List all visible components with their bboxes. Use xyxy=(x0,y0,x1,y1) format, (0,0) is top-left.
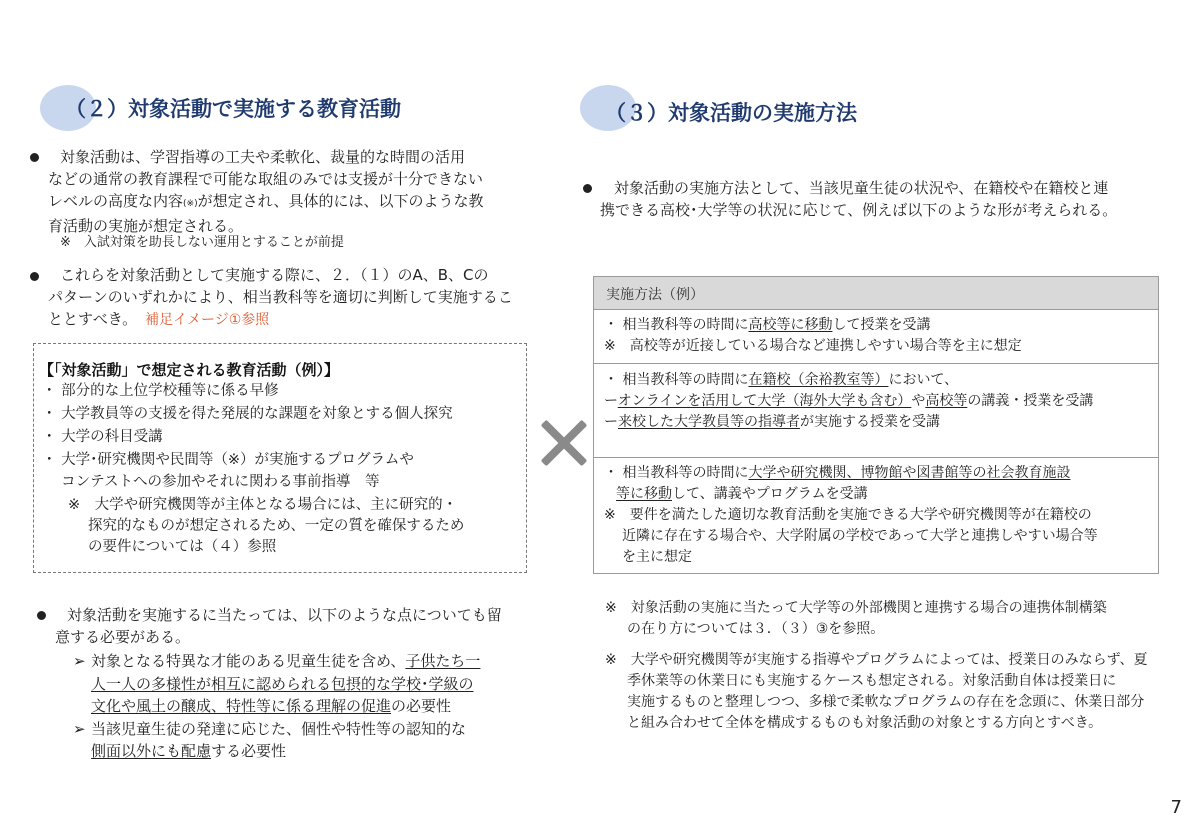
page-number: 7 xyxy=(1170,797,1182,818)
left-paragraph-1: 対象活動は、学習指導の工夫や柔軟化、裁量的な時間の活用 などの通常の教育課程で可能な取組のみでは支援が十分できない レベルの高度な内容(※)が想定され、具体的には、以下のような教 育活動の実施が想定される。 xyxy=(48,148,484,235)
arrow-bullet-icon: ➢ xyxy=(73,652,86,670)
right-note-2: ※ 大学や研究機関等が実施する指導やプログラムによっては、授業日のみならず、夏 季休業等の休業日にも実施するケースも想定される。対象活動自体は授業日に 実施するものと整理しつつ、多様で柔軟なプログラムの存在を念頭に、休業日部分 と組み合わせて全体を構成するものも対象活動の対象とする方向とすべき。 xyxy=(605,652,1148,731)
right-note-1: ※ 対象活動の実施に当たって大学等の外部機関と連携する場合の連携体制構築 の在り方については３．（３）③を参照。 xyxy=(605,600,1107,637)
cross-icon xyxy=(537,416,591,470)
row-divider xyxy=(594,457,1158,458)
table-row: ・ 相当教科等の時間に高校等に移動して授業を受講 ※ 高校等が近接している場合など連携しやすい場合等を主に想定 xyxy=(604,317,1022,354)
list-item: ・ 大学教員等の支援を得た発展的な課題を対象とする個人探究 xyxy=(42,406,453,422)
left-paragraph-1-note: ※ 入試対策を助長しない運用とすることが前提 xyxy=(60,235,344,250)
left-paragraph-2: これらを対象活動として実施する際に、２．（１）のA、B、Cの パターンのいずれかにより、相当教科等を適切に判断して実施するこ ととすべき。 補足イメージ①参照 xyxy=(48,266,513,328)
table-header: 実施方法（例） xyxy=(594,277,1158,310)
list-item: ・ 大学の科目受講 xyxy=(42,429,163,445)
bullet-icon xyxy=(583,184,592,193)
bullet-icon xyxy=(30,153,39,162)
table-row: ・ 相当教科等の時間に大学や研究機関、博物館や図書館等の社会教育施設 等に移動して、講義やプログラムを受講 ※ 要件を満たした適切な教育活動を実施できる大学や研究機関等が在籍校の 近隣に存在する場合や、大学附属の学校であって大学と連携しやすい場合等 を主に想定 xyxy=(604,465,1098,565)
bullet-icon xyxy=(37,611,46,620)
left-paragraph-3: 対象活動を実施するに当たっては、以下のような点についても留 意する必要がある。 xyxy=(55,606,502,646)
bullet-icon xyxy=(30,272,39,281)
supplement-image-link[interactable]: 補足イメージ①参照 xyxy=(145,312,270,328)
arrow-bullet-icon: ➢ xyxy=(73,719,86,738)
list-item: コンテストへの参加やそれに関わる事前指導 等 xyxy=(42,474,380,490)
right-paragraph-1: 対象活動の実施方法として、当該児童生徒の状況や、在籍校や在籍校と連 携できる高校･大学等の状況に応じて、例えば以下のような形が考えられる。 xyxy=(600,179,1118,219)
example-box-title: 【「対象活動」で想定される教育活動（例）】 xyxy=(39,361,340,379)
table-row: ・ 相当教科等の時間に在籍校（余裕教室等）において、 ーオンラインを活用して大学（海外大学も含む）や高校等の講義・授業を受講 ー来校した大学教員等の指導者が実施する授業を受講 xyxy=(604,372,1094,430)
section-heading-right: （３）対象活動の実施方法 xyxy=(605,101,857,125)
implementation-methods-table xyxy=(593,276,1159,574)
consideration-list: ➢ 対象となる特異な才能のある児童生徒を含め、子供たち一 人一人の多様性が相互に認められる包摂的な学校･学級の 文化や風土の醸成、特性等に係る理解の促進の必要性 ➢ 当該児童生徒の発達に応じた、個性や特性等の認知的な 側面以外にも配慮する必要性 xyxy=(73,652,481,760)
list-item: ・ 部分的な上位学校種等に係る早修 xyxy=(42,383,279,399)
list-item: ・ 大学･研究機関や民間等（※）が実施するプログラムや xyxy=(42,452,414,468)
section-heading-left: （２）対象活動で実施する教育活動 xyxy=(65,97,401,121)
box-note: ※ 大学や研究機関等が主体となる場合には、主に研究的・ 探究的なものが想定されるため、一定の質を確保するため の要件については（４）参照 xyxy=(68,497,465,555)
row-divider xyxy=(594,363,1158,364)
